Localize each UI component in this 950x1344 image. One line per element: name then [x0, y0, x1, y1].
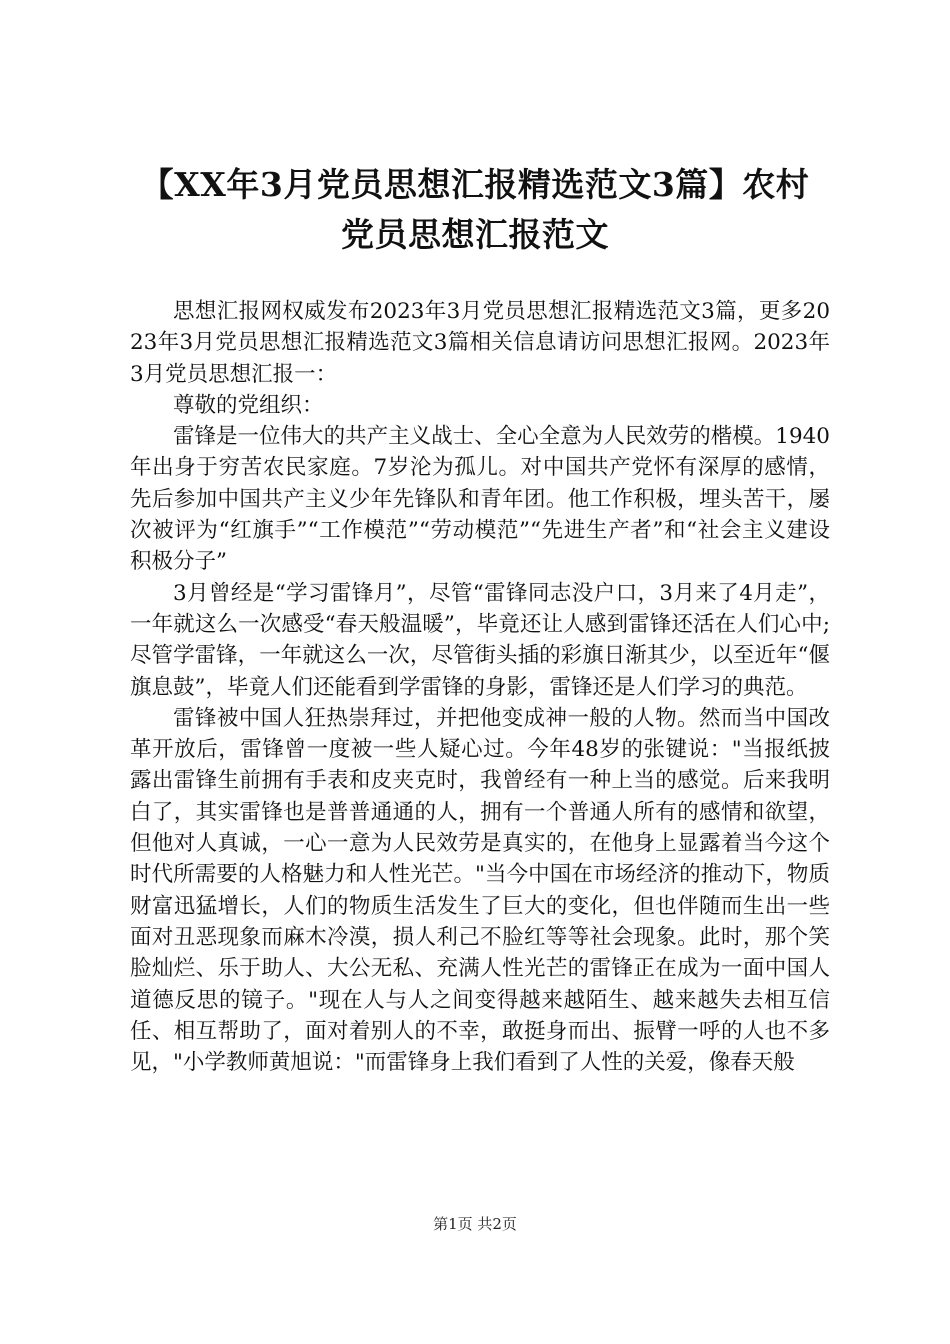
- paragraph: 雷锋是一位伟大的共产主义战士、全心全意为人民效劳的楷模。1940年出身于穷苦农民家庭。7岁沦为孤儿。对中国共产党怀有深厚的感情，先后参加中国共产主义少年先锋队和青年团。他工作积极，埋头苦干，屡次被评为“红旗手”“工作模范”“劳动模范”“先进生产者”和“社会主义建设积极分子”: [130, 424, 830, 575]
- title-line-1: 【XX年3月党员思想汇报精选范文3篇】农村: [140, 165, 810, 204]
- document-title: [100, 160, 850, 260]
- paragraph-salutation: 尊敬的党组织：: [173, 392, 324, 418]
- paragraph-intro: 思想汇报网权威发布2023年3月党员思想汇报精选范文3篇，更多2023年3月党员思想汇报精选范文3篇相关信息请访问思想汇报网。2023年3月党员思想汇报一：: [130, 299, 830, 387]
- page-footer: 第1页 共2页: [433, 1215, 517, 1233]
- paragraph: 3月曾经是“学习雷锋月”，尽管“雷锋同志没户口，3月来了4月走”，一年就这么一次感受“春天般温暖”，毕竟还让人感到雷锋还活在人们心中;尽管学雷锋，一年就这么一次，尽管街头插的彩旗日渐其少，以至近年“偃旗息鼓”，毕竟人们还能看到学雷锋的身影，雷锋还是人们学习的典范。: [130, 580, 830, 700]
- document-body: [130, 296, 830, 1078]
- paragraph: 雷锋被中国人狂热崇拜过，并把他变成神一般的人物。然而当中国改革开放后，雷锋曾一度被一些人疑心过。今年48岁的张键说："当报纸披露出雷锋生前拥有手表和皮夹克时，我曾经有一种上当的感觉。后来我明白了，其实雷锋也是普普通通的人，拥有一个普通人所有的感情和欲望，但他对人真诚，一心一意为人民效劳是真实的，在他身上显露着当今这个时代所需要的人格魅力和人性光芒。"当今中国在市场经济的推动下，物质财富迅猛增长，人们的物质生活发生了巨大的变化，但也伴随而生出一些面对丑恶现象而麻木冷漠，损人利己不脸红等等社会现象。此时，那个笑脸灿烂、乐于助人、大公无私、充满人性光芒的雷锋正在成为一面中国人道德反思的镜子。"现在人与人之间变得越来越陌生、越来越失去相互信任、相互帮助了，面对着别人的不幸，敢挺身而出、振臂一呼的人也不多见，"小学教师黄旭说："而雷锋身上我们看到了人性的关爱，像春天般: [130, 705, 830, 1076]
- title-line-2: 党员思想汇报范文: [341, 215, 609, 254]
